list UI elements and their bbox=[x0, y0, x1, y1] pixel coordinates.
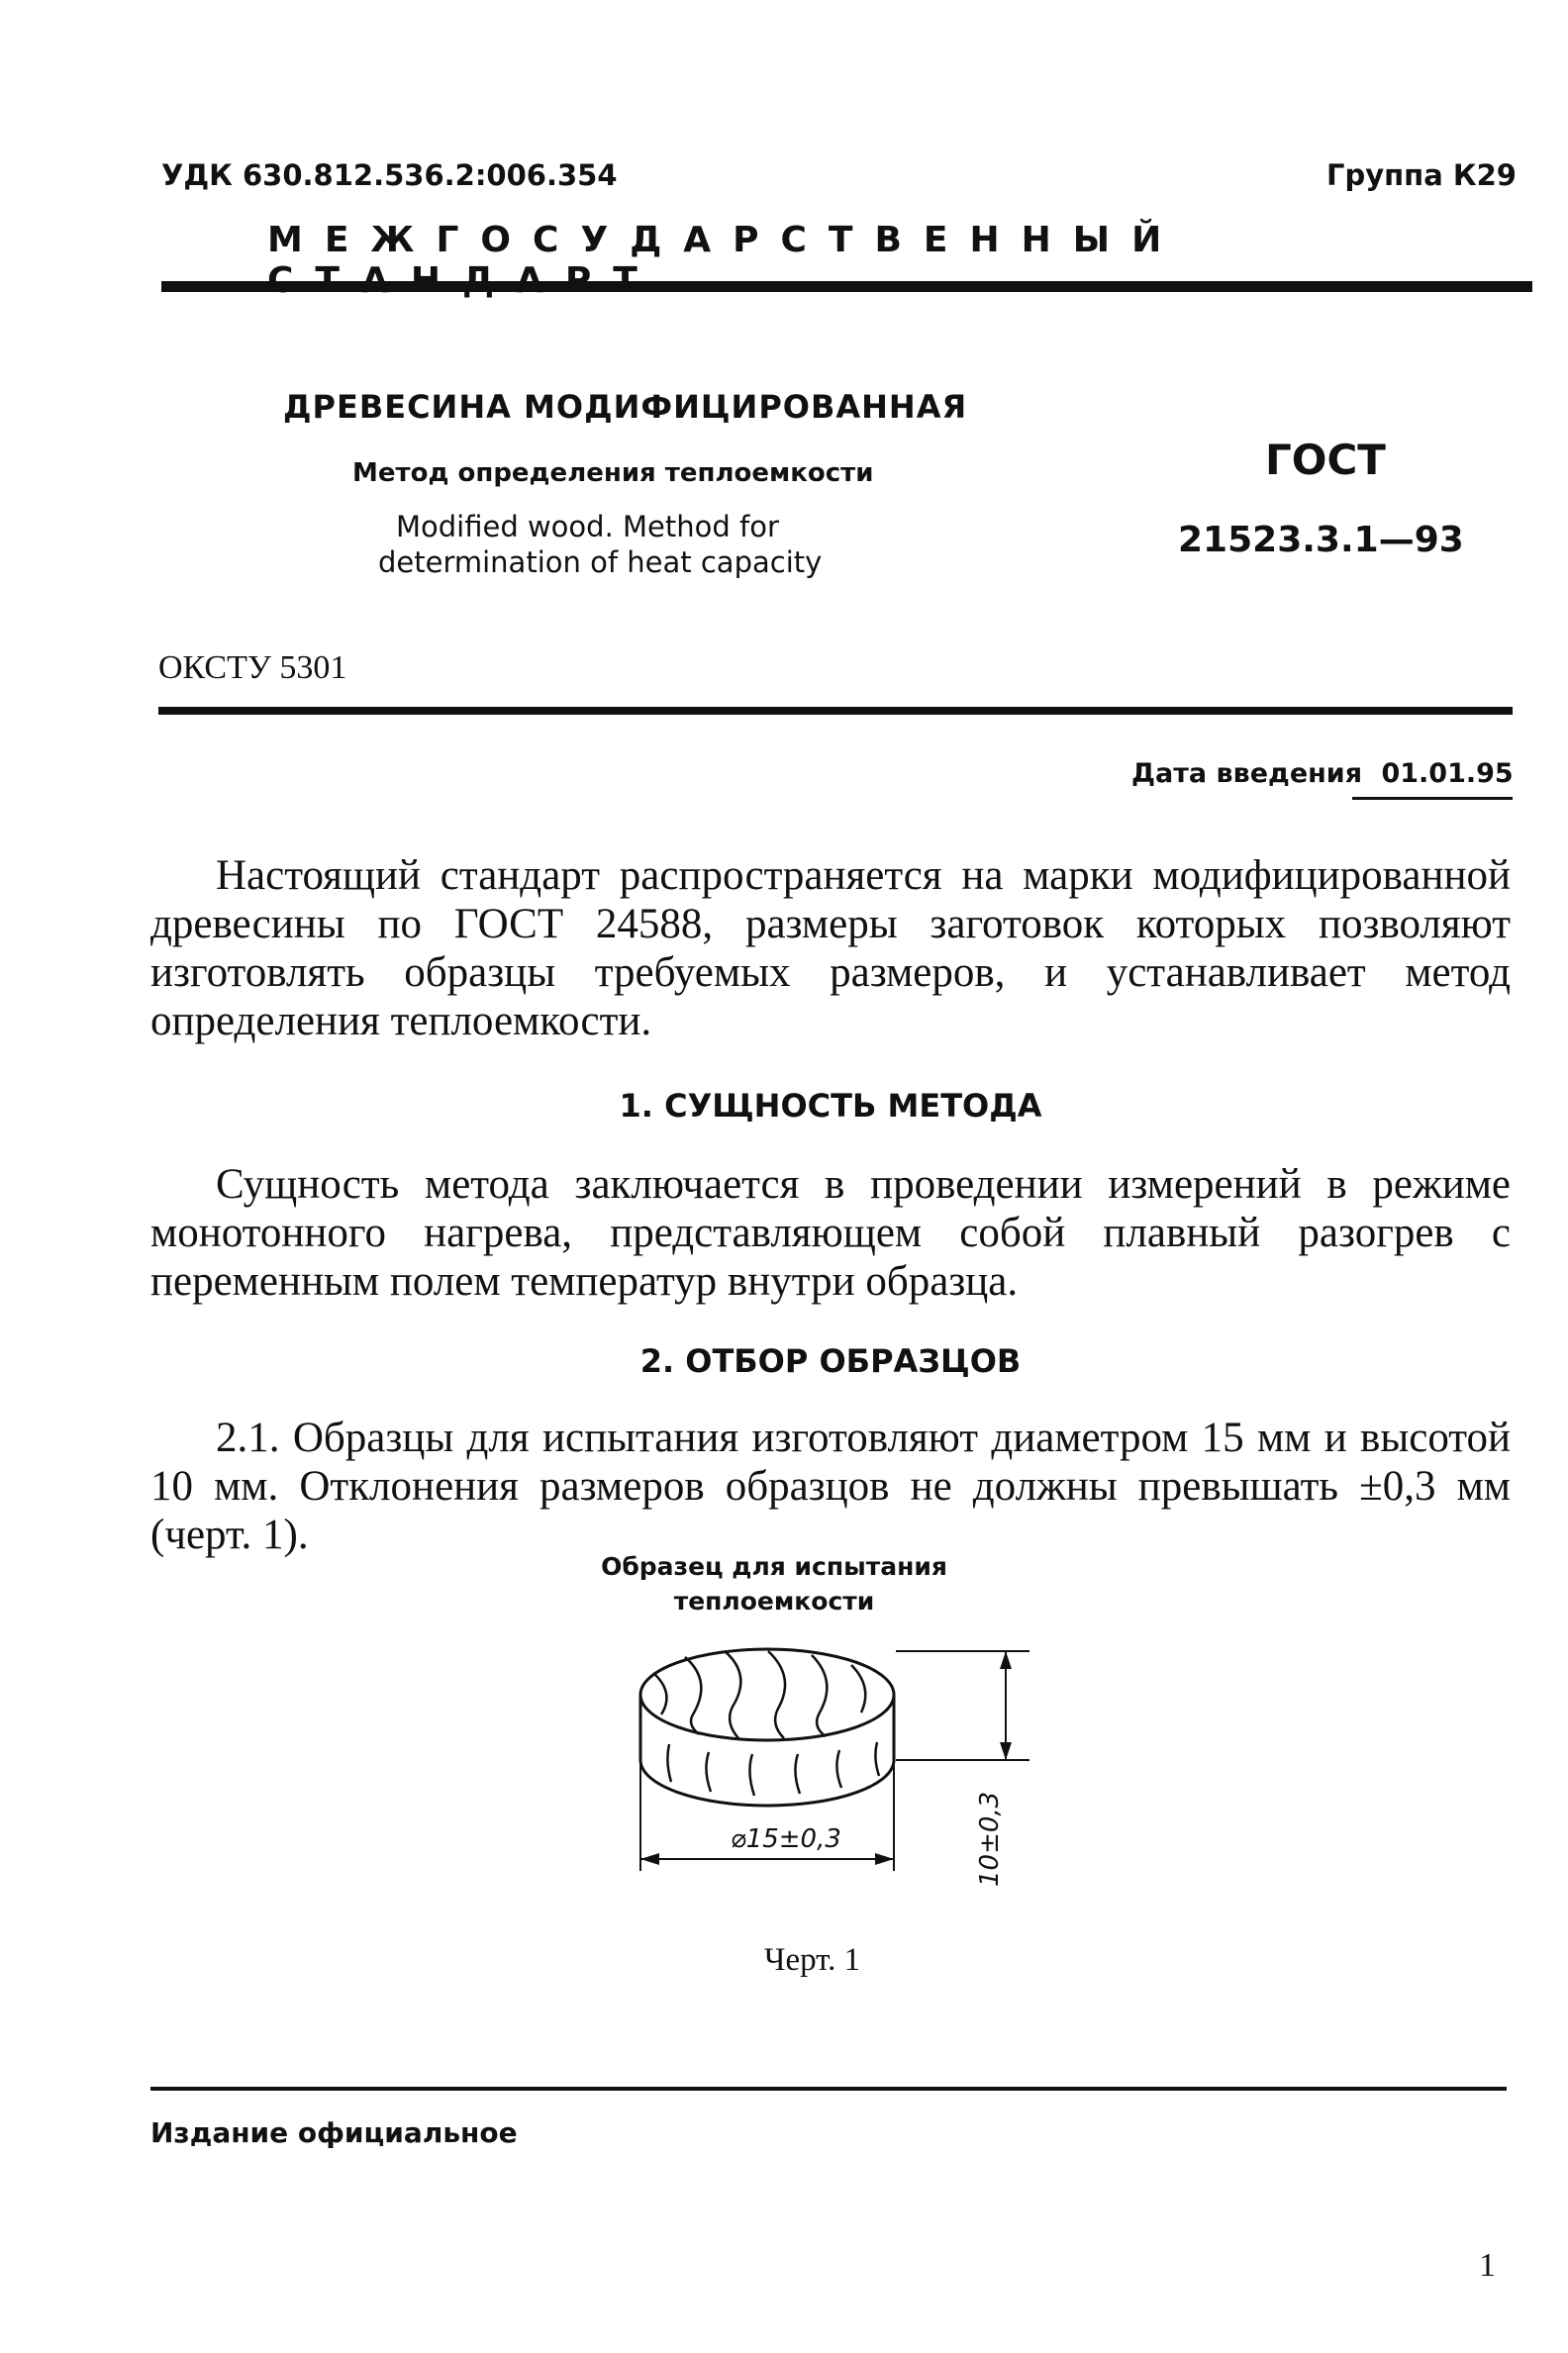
page-number: 1 bbox=[1479, 2247, 1496, 2284]
figure-caption: Черт. 1 bbox=[764, 1942, 861, 1978]
effective-date bbox=[1131, 758, 1514, 789]
specimen-top-face bbox=[640, 1649, 894, 1740]
gost-label: ГОСТ bbox=[1265, 436, 1386, 484]
edition-label: Издание официальное bbox=[150, 2116, 518, 2149]
group-code: Группа К29 bbox=[1326, 158, 1517, 192]
specimen-bottom-edge bbox=[640, 1760, 894, 1806]
udc-code: УДК 630.812.536.2:006.354 bbox=[161, 158, 618, 192]
effective-date-label: Дата введения bbox=[1131, 758, 1363, 789]
footer-rule bbox=[150, 2087, 1507, 2091]
header-thick-rule bbox=[161, 281, 1532, 292]
effective-date-value: 01.01.95 bbox=[1381, 758, 1514, 789]
section2-title: 2. ОТБОР ОБРАЗЦОВ bbox=[639, 1342, 1022, 1380]
figure-title-line1: Образец для испытания bbox=[601, 1552, 947, 1581]
height-label: 10±0,3 bbox=[975, 1791, 1005, 1887]
intro-paragraph: Настоящий стандарт распространяется на марки модифицированной древесины по ГОСТ 24588, размеры заготовок которых позволяют изготовлять образцы требуемых размеров, и устанавливает метод определения теплоемкости. bbox=[150, 852, 1511, 1044]
gost-number: 21523.3.1—93 bbox=[1178, 520, 1464, 560]
section2-text: 2.1. Образцы для испытания изготовляют диаметром 15 мм и высотой 10 мм. Отклонения размеров образцов не должны превышать ±0,3 мм (черт. 1). bbox=[150, 1415, 1511, 1558]
english-title-line1: Modified wood. Method for bbox=[396, 510, 779, 543]
okstu-code: ОКСТУ 5301 bbox=[158, 649, 347, 686]
english-title-line2: determination of heat capacity bbox=[378, 545, 823, 579]
document-title: ДРЕВЕСИНА МОДИФИЦИРОВАННАЯ bbox=[283, 388, 968, 426]
specimen-drawing bbox=[614, 1643, 1029, 1901]
diameter-label: ⌀15±0,3 bbox=[731, 1824, 841, 1854]
document-subtitle: Метод определения теплоемкости bbox=[352, 458, 874, 488]
section1-title: 1. СУЩНОСТЬ МЕТОДА bbox=[619, 1087, 1042, 1125]
standard-type: МЕЖГОСУДАРСТВЕННЫЙ bbox=[267, 220, 1184, 260]
title-block-rule bbox=[158, 707, 1513, 715]
section1-text: Сущность метода заключается в проведении измерений в режиме монотонного нагрева, представляющем собой плавный разогрев с переменным полем температур внутри образца. bbox=[150, 1161, 1511, 1305]
figure-title-line2: теплоемкости bbox=[673, 1587, 875, 1616]
effective-date-underline bbox=[1352, 797, 1513, 800]
